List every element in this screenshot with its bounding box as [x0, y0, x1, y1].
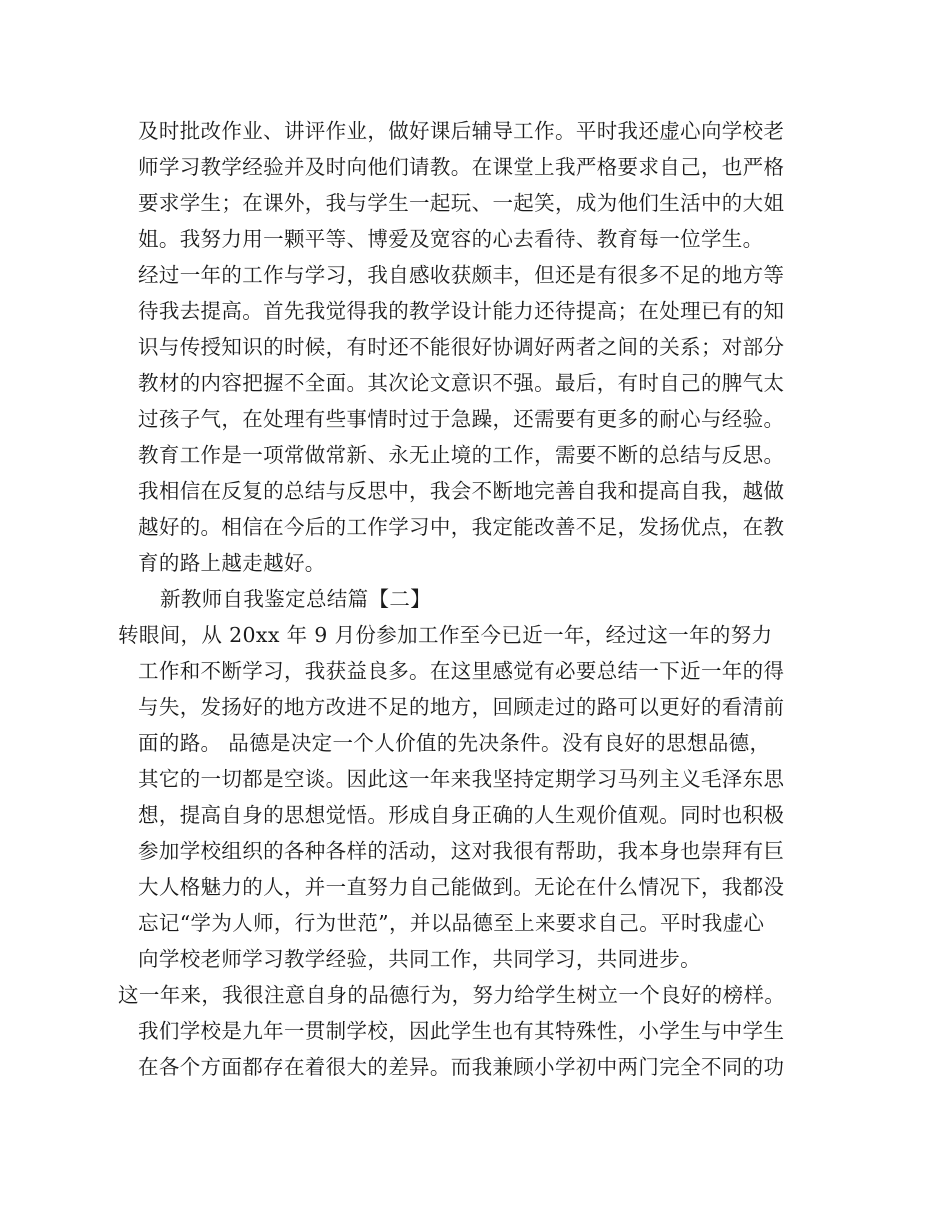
text-line: 面的路。 品德是决定一个人价值的先决条件。没有良好的思想品德， [138, 731, 771, 755]
text-line: 转眼间，从 20xx 年 9 月份参加工作至今已近一年，经过这一年的努力 [118, 623, 773, 647]
text-line: 工作和不断学习，我获益良多。在这里感觉有必要总结一下近一年的得 [138, 659, 785, 683]
document-body [118, 113, 828, 1085]
text-line: 及时批改作业、讲评作业，做好课后辅导工作。平时我还虚心向学校老 [138, 119, 785, 143]
text-line: 姐。我努力用一颗平等、博爱及宽容的心去看待、教育每一位学生。 [138, 227, 764, 251]
text-line: 识与传授知识的时候，有时还不能很好协调好两者之间的关系；对部分 [138, 335, 785, 359]
text-line: 向学校老师学习教学经验，共同工作，共同学习，共同进步。 [138, 947, 701, 971]
text-line: 忘记“学为人师，行为世范”，并以品德至上来要求自己。平时我虚心 [138, 911, 765, 935]
text-line: 经过一年的工作与学习，我自感收获颇丰，但还是有很多不足的地方等 [138, 263, 785, 287]
text-line: 想，提高自身的思想觉悟。形成自身正确的人生观价值观。同时也积极 [138, 803, 785, 827]
text-line: 大人格魅力的人，并一直努力自己能做到。无论在什么情况下，我都没 [138, 875, 785, 899]
text-line: 与失，发扬好的地方改进不足的地方，回顾走过的路可以更好的看清前 [138, 695, 785, 719]
text-line: 越好的。相信在今后的工作学习中，我定能改善不足，发扬优点，在教 [138, 515, 785, 539]
text-line: 教材的内容把握不全面。其次论文意识不强。最后，有时自己的脾气太 [138, 371, 785, 395]
text-line: 其它的一切都是空谈。因此这一年来我坚持定期学习马列主义毛泽东思 [138, 767, 785, 791]
text-line: 我们学校是九年一贯制学校，因此学生也有其特殊性，小学生与中学生 [138, 1019, 785, 1043]
text-line: 育的路上越走越好。 [138, 551, 326, 575]
text-line: 这一年来，我很注意自身的品德行为，努力给学生树立一个良好的榜样。 [118, 983, 786, 1007]
text-line: 待我去提高。首先我觉得我的教学设计能力还待提高；在处理已有的知 [138, 299, 785, 323]
section-heading: 新教师自我鉴定总结篇【二】 [160, 587, 432, 611]
text-line: 教育工作是一项常做常新、永无止境的工作，需要不断的总结与反思。 [138, 443, 785, 467]
text-line: 师学习教学经验并及时向他们请教。在课堂上我严格要求自己，也严格 [138, 155, 785, 179]
text-line: 参加学校组织的各种各样的活动，这对我很有帮助，我本身也崇拜有巨 [138, 839, 785, 863]
text-line: 我相信在反复的总结与反思中，我会不断地完善自我和提高自我，越做 [138, 479, 785, 503]
text-line: 在各个方面都存在着很大的差异。而我兼顾小学初中两门完全不同的功 [138, 1055, 785, 1079]
text-line: 要求学生；在课外，我与学生一起玩、一起笑，成为他们生活中的大姐 [138, 191, 785, 215]
text-line: 过孩子气，在处理有些事情时过于急躁，还需要有更多的耐心与经验。 [138, 407, 785, 431]
